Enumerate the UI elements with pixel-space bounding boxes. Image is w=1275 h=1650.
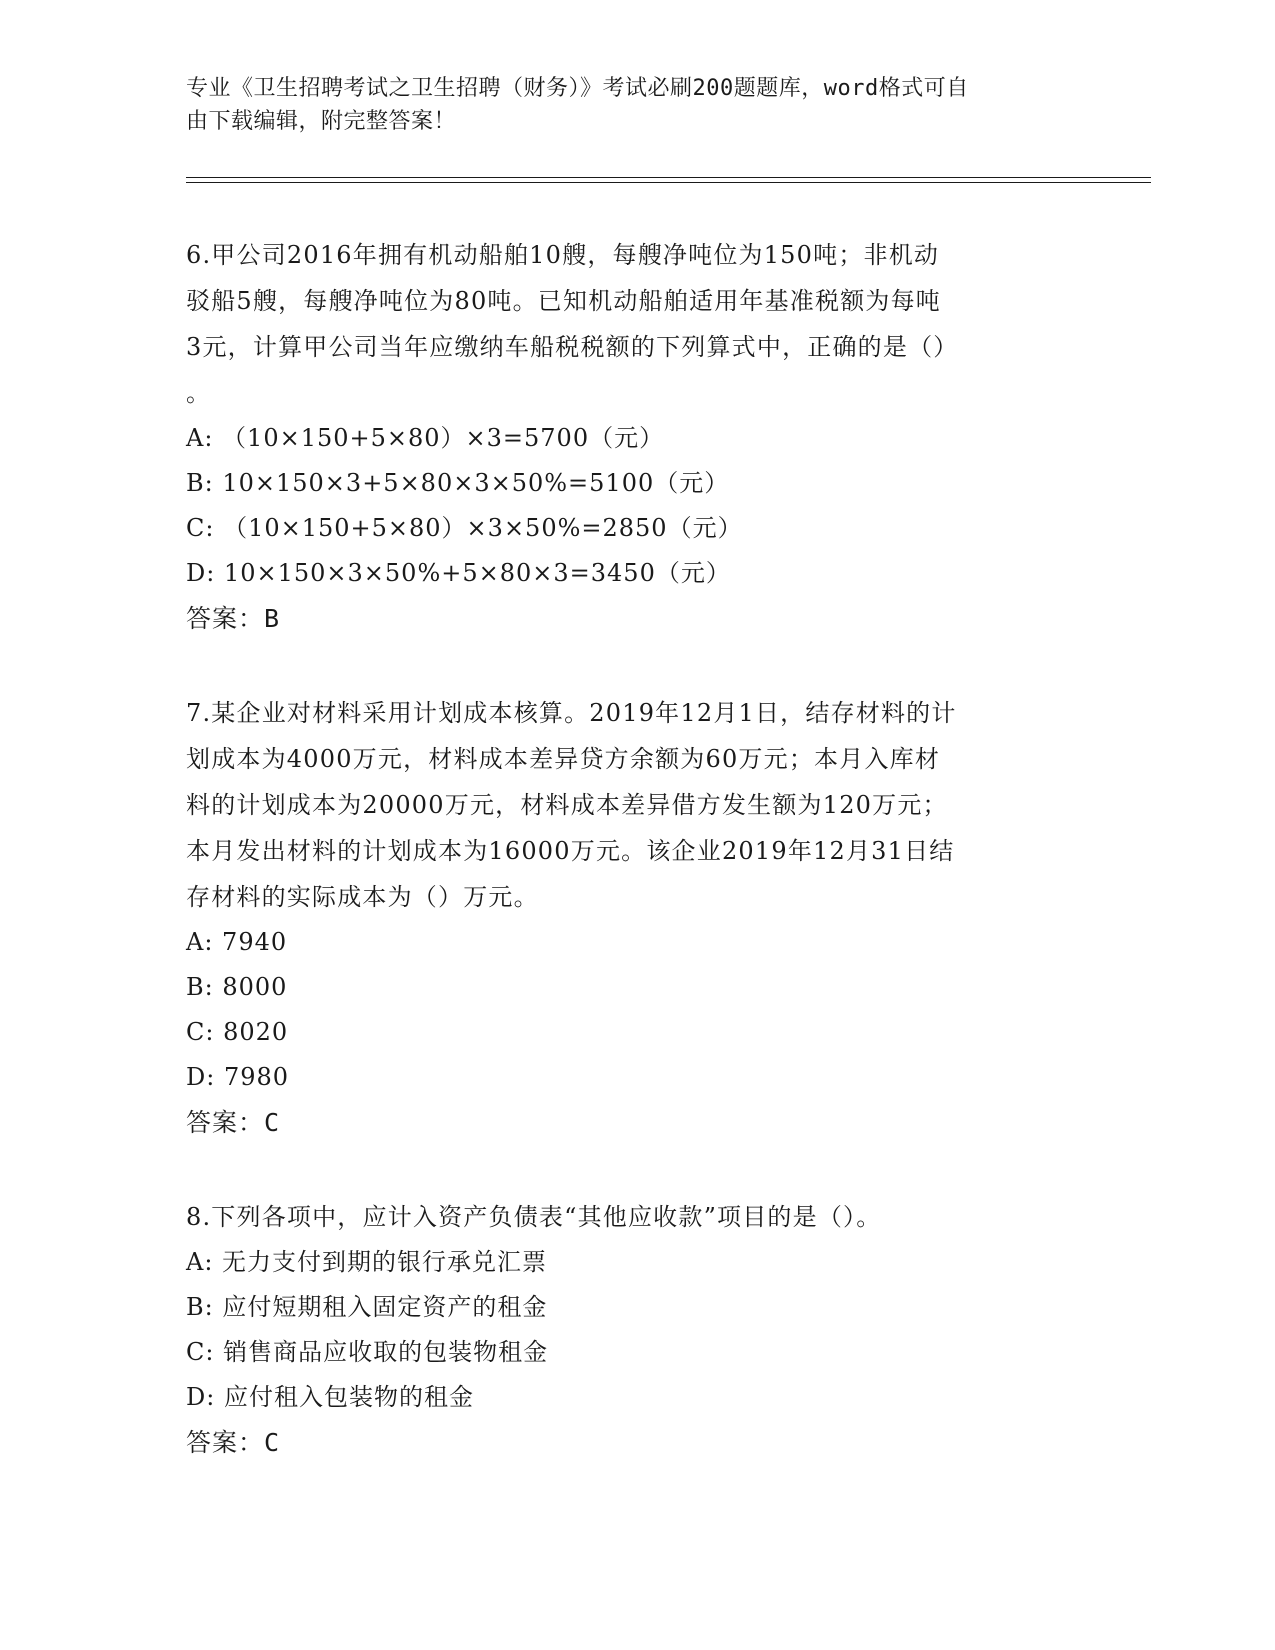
question-8 bbox=[186, 1194, 1076, 1466]
option-d: D: 10×150×3×50%+5×80×3=3450（元） bbox=[186, 559, 731, 587]
question-stem-line: 。 bbox=[186, 379, 212, 407]
question-stem-line: 驳船5艘，每艘净吨位为80吨。已知机动船舶适用年基准税额为每吨 bbox=[186, 287, 942, 315]
option-d: D: 7980 bbox=[186, 1063, 290, 1091]
option-a: A: 无力支付到期的银行承兑汇票 bbox=[186, 1248, 548, 1276]
question-stem-line: 划成本为4000万元，材料成本差异贷方余额为60万元；本月入库材 bbox=[186, 745, 941, 773]
answer-line: 答案：C bbox=[186, 1108, 281, 1137]
question-stem-line: 6.甲公司2016年拥有机动船舶10艘，每艘净吨位为150吨；非机动 bbox=[186, 241, 940, 269]
question-stem-line: 存材料的实际成本为（）万元。 bbox=[186, 883, 539, 911]
question-stem-line: 料的计划成本为20000万元，材料成本差异借方发生额为120万元； bbox=[186, 791, 948, 819]
option-b: B: 应付短期租入固定资产的租金 bbox=[186, 1293, 548, 1321]
option-c: C: 8020 bbox=[186, 1018, 289, 1046]
option-a: A: （10×150+5×80）×3=5700（元） bbox=[186, 424, 665, 452]
header-line-1: 专业《卫生招聘考试之卫生招聘（财务）》考试必刷200题题库，word格式可自 bbox=[186, 76, 969, 101]
question-stem-line: 8.下列各项中，应计入资产负债表“其他应收款”项目的是（）。 bbox=[186, 1203, 882, 1231]
spacer bbox=[186, 1146, 1076, 1194]
question-stem-line: 7.某企业对材料采用计划成本核算。2019年12月1日，结存材料的计 bbox=[186, 699, 957, 727]
question-list bbox=[186, 232, 1076, 1466]
header-line-2: 由下载编辑，附完整答案！ bbox=[186, 109, 457, 134]
option-d: D: 应付租入包装物的租金 bbox=[186, 1383, 474, 1411]
question-stem-line: 本月发出材料的计划成本为16000万元。该企业2019年12月31日结 bbox=[186, 837, 955, 865]
document-header bbox=[186, 72, 1086, 138]
option-b: B: 8000 bbox=[186, 973, 288, 1001]
spacer bbox=[186, 642, 1076, 690]
header-divider-bottom bbox=[186, 182, 1151, 183]
question-6 bbox=[186, 232, 1076, 642]
option-c: C: （10×150+5×80）×3×50%=2850（元） bbox=[186, 514, 743, 542]
answer-line: 答案：C bbox=[186, 1428, 281, 1457]
header-divider-top bbox=[186, 177, 1151, 178]
question-7 bbox=[186, 690, 1076, 1146]
option-c: C: 销售商品应收取的包装物租金 bbox=[186, 1338, 549, 1366]
question-stem-line: 3元，计算甲公司当年应缴纳车船税税额的下列算式中，正确的是（） bbox=[186, 333, 959, 361]
answer-line: 答案：B bbox=[186, 604, 281, 633]
option-a: A: 7940 bbox=[186, 928, 288, 956]
option-b: B: 10×150×3+5×80×3×50%=5100（元） bbox=[186, 469, 730, 497]
